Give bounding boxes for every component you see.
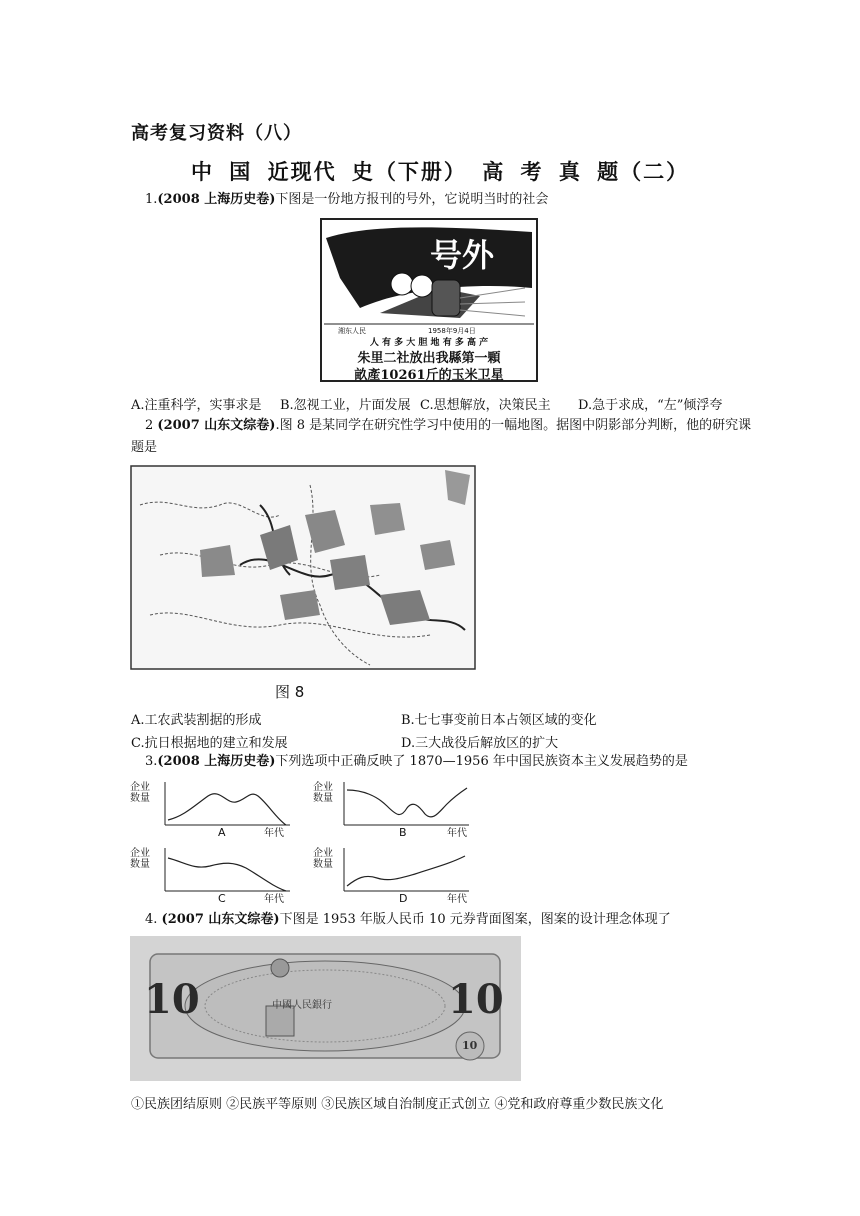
question-text: .图 8 是某同学在研究性学习中使用的一幅地图。据图中阴影部分判断，他的研究课 <box>275 418 752 433</box>
xlabel: 年代 <box>264 828 284 839</box>
question-number: 3. <box>145 754 158 769</box>
historical-map-figure <box>130 465 476 670</box>
question-number: 4. <box>145 912 158 927</box>
page-header: 高考复习资料（八） <box>131 123 302 144</box>
poster-banner: 号外 <box>430 236 495 274</box>
question-1-stem <box>145 190 548 210</box>
panel-label-d: D <box>399 892 408 905</box>
question-3-stem <box>145 752 688 772</box>
question-text: 下图是一份地方报刊的号外，它说明当时的社会 <box>275 192 549 207</box>
historical-map <box>130 465 476 670</box>
page-title: 中 国 近现代 史（下册） 高 考 真 题（二） <box>191 159 690 184</box>
ylabel-line2: 数量 <box>313 793 333 804</box>
poster-slogan: 人 有 多 大 胆 地 有 多 高 产 <box>369 338 489 348</box>
question-text: 下列选项中正确反映了 1870—1956 年中国民族资本主义发展趋势的是 <box>275 754 688 769</box>
trend-panel-d <box>313 844 473 906</box>
banknote-small-denomination: 10 <box>462 1039 478 1052</box>
ylabel-line2: 数量 <box>130 859 150 870</box>
question-source: (2007 山东文综卷) <box>157 418 276 433</box>
trend-curve-c <box>164 848 290 892</box>
ylabel-line1: 企业 <box>313 782 333 793</box>
panel-label-b: B <box>399 826 407 839</box>
ylabel-line1: 企业 <box>130 782 150 793</box>
question-2-stem <box>145 416 751 436</box>
q1-option-c: C.思想解放，决策民主 <box>420 398 551 413</box>
ylabel-line1: 企业 <box>313 848 333 859</box>
banknote-figure <box>130 936 521 1081</box>
question-number: 2 <box>145 418 154 433</box>
q2-option-d: D.三大战役后解放区的扩大 <box>401 736 559 751</box>
q2-option-a: A.工农武装割据的形成 <box>131 713 262 728</box>
trend-panel-b <box>313 778 473 840</box>
ylabel-line2: 数量 <box>313 859 333 870</box>
xlabel: 年代 <box>447 894 467 905</box>
ylabel-line2: 数量 <box>130 793 150 804</box>
trend-curve-d <box>343 848 469 892</box>
question-number: 1. <box>145 192 158 207</box>
q4-statement-options: ①民族团结原则 ②民族平等原则 ③民族区域自治制度正式创立 ④党和政府尊重少数民族文化 <box>131 1097 664 1112</box>
trend-panel-a <box>130 778 290 840</box>
trend-curve-a <box>164 782 290 826</box>
question-source: (2008 上海历史卷) <box>157 754 276 769</box>
question-4-stem <box>145 910 671 930</box>
banknote-denomination-left: 10 <box>144 976 200 1023</box>
q1-option-a: A.注重科学，实事求是 <box>131 398 262 413</box>
q2-option-c: C.抗日根据地的建立和发展 <box>131 736 288 751</box>
banknote-denomination-right: 10 <box>448 976 504 1023</box>
question-source: (2008 上海历史卷) <box>157 192 276 207</box>
ylabel-line1: 企业 <box>130 848 150 859</box>
newspaper-extra-figure <box>320 218 538 382</box>
question-2-stem-continued: 题是 <box>131 440 158 455</box>
trend-curve-b <box>343 782 469 826</box>
question-text: 下图是 1953 年版人民币 10 元券背面图案，图案的设计理念体现了 <box>279 912 671 927</box>
poster-headline-1: 朱里二社放出我縣第一顆 <box>357 351 501 366</box>
poster-masthead: 湘东人民 <box>338 327 366 335</box>
question-source: (2007 山东文综卷) <box>161 912 280 927</box>
poster-date: 1958年9月4日 <box>428 327 476 335</box>
q1-option-b: B.忽视工业，片面发展 <box>280 398 411 413</box>
xlabel: 年代 <box>264 894 284 905</box>
poster-headline-2: 畝產10261斤的玉米卫星 <box>354 368 504 383</box>
panel-label-a: A <box>218 826 226 839</box>
map-caption: 图 8 <box>275 683 305 701</box>
trend-panel-c <box>130 844 290 906</box>
panel-label-c: C <box>218 892 226 905</box>
q1-option-d: D.急于求成，“左”倾浮夸 <box>578 398 723 413</box>
xlabel: 年代 <box>447 828 467 839</box>
q2-option-b: B.七七事变前日本占领区域的变化 <box>401 713 597 728</box>
banknote-bank-name: 中國人民銀行 <box>272 1000 332 1011</box>
